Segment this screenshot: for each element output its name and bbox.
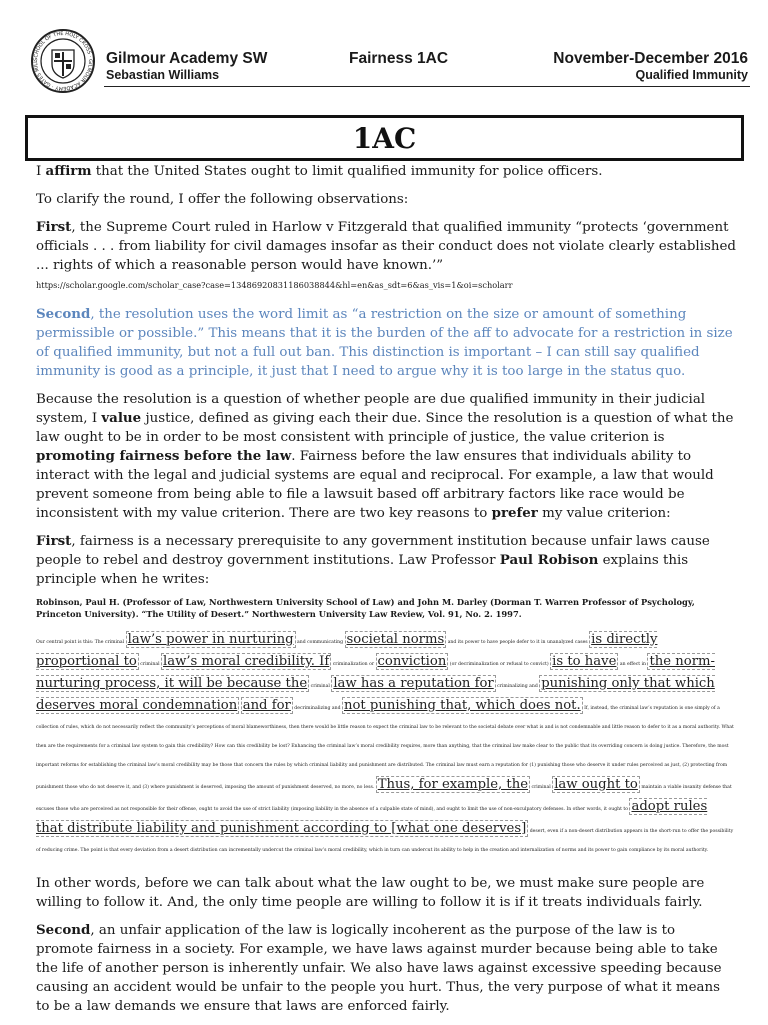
source-url[interactable]: https://scholar.google.com/scholar_case?case=13486920831186038844&hl=en&as_sdt=6&as_vis=1&oi=scholarr	[36, 280, 513, 290]
second-observation: Second, the resolution uses the word limit as “a restriction on the size or amount of something permissible or possible.” This means that it is the burden of the aff to advocate for a restriction in size of qualified immunity, but not a full out ban. This distinction is important – I can still say qualified immunity is good as a principle, it just that I need to argue why it is too large in the status quo.	[36, 306, 733, 379]
evidence-citation: Robinson, Paul H. (Professor of Law, Northwestern University School of Law) and John M. Darley (Dorman T. Warren Professor of Psychology, Princeton University). “The Utility of Desert.” Northwestern University Law Review, Vol. 91, No. 2. 1997.	[36, 597, 695, 619]
document-body	[36, 162, 736, 1025]
evidence-card: Our central point is this: The criminal law’s power in nurturing and communicating societal norms and its power to have people defer to it in unanalyzed cases is directly proportional to criminal law’s moral credibility. If criminalization or conviction (or decriminalization or refusal to convict) is to have an effect in the norm-nurturing process, it will be because the criminal law has a reputation for criminalizing and punishing only that which deserves moral condemnation and for decriminalizing and not punishing that, which does not. If, instead, the criminal law’s reputation is one simply of a collection of rules, which do not necessarily reflect the community’s perceptions of moral blameworthiness, then there would be little reason to expect the criminal law to be relevant to the societal debate over what is and is not condemnable and little reason to defer to it as a moral authority. What then are the requirements for a criminal law system to gain this credibility? How can this credibility be lost? Enhancing the criminal law’s moral credibility requires, more than anything, that the criminal law make clear to the public that its overriding concern is doing justice. Therefore, the most important reforms for establishing the criminal law’s moral credibility may be those that concern the rules by which criminal liability and punishment are distributed. The criminal law must earn a reputation for (1) punishing those who deserve it under rules perceived as just, (2) protecting from punishment those who do not deserve it, and (3) where punishment is deserved, imposing the amount of punishment deserved, no more, no less. Thus, for example, the criminal law ought to maintain a viable insanity defense that excuses those who are perceived as not responsible for their offense, ought to avoid the use of strict liability (imposing liability in the absence of a culpable state of mind), and ought to limit the use of non-exculpatory defenses. In other words, it ought to adopt rules that distribute liability and punishment according to [what one deserves] desert, even if a non-desert distribution appears in the short-run to offer the possibility of reducing crime. The point is that every deviation from a desert distribution can incrementally undercut the criminal law’s moral credibility, which in turn can undercut its ability to help in the creation and internalization of norms and its power to gain compliance by its moral authority.	[36, 632, 734, 853]
second-reason: Second, an unfair application of the law is logically incoherent as the purpose of the law is to promote fairness in a society. For example, we have laws against murder because being able to take the life of another person is inherently unfair. We also have laws against excessive speeding because causing an accident would be unfair to the people you hurt. Thus, the very purpose of what it means to be a law demands we ensure that laws are enforced fairly.	[36, 922, 722, 1014]
author-name: Sebastian Williams	[106, 68, 220, 82]
header-divider	[104, 86, 750, 87]
value-paragraph: Because the resolution is a question of whether people are due qualified immunity in their judicial system, I value justice, defined as giving each their due. Since the resolution is a question of what the law ought to be in order to be most consistent with principle of justice, the value criterion is promoting fairness before the law. Fairness before the law ensures that individuals ability to interact with the legal and judicial systems are equal and reciprocal. For example, a law that would prevent someone from being able to file a lawsuit based off arbitrary factors like race would be inconsistent with my value criterion. There are two key reasons to prefer my value criterion:	[36, 392, 734, 521]
first-observation: First, the Supreme Court ruled in Harlow v Fitzgerald that qualified immunity “protects ‘government officials . . . from liability for civil damages insofar as their conduct does not violate clearly established ... rights of which a reasonable person would have known.’”	[36, 219, 736, 273]
other-words-paragraph: In other words, before we can talk about what the law ought to be, we must make sure people are willing to follow it. And, the only time people are willing to follow it is if it treats individuals fairly.	[36, 876, 705, 910]
svg-text:SCHOOL OF THE HOLY CROSS · GIL: SCHOOL OF THE HOLY CROSS · GILMOUR ACADEMY · GATES MILL	[32, 30, 94, 92]
page-title-box	[25, 115, 744, 161]
page-title: 1AC	[352, 121, 417, 155]
school-name: Gilmour Academy SW	[106, 50, 268, 67]
school-seal-icon	[30, 28, 96, 94]
file-title: Fairness 1AC	[349, 50, 449, 67]
clarify-paragraph: To clarify the round, I offer the following observations:	[36, 192, 409, 207]
topic-label: Qualified Immunity	[635, 68, 748, 82]
page-header	[30, 28, 750, 96]
tournament-date: November-December 2016	[553, 50, 748, 67]
affirmation: I affirm that the United States ought to limit qualified immunity for police officers.	[36, 163, 603, 179]
first-reason: First, fairness is a necessary prerequisite to any government institution because unfair laws cause people to rebel and destroy government institutions. Law Professor Paul Robison explains this principle when he writes:	[36, 533, 710, 587]
